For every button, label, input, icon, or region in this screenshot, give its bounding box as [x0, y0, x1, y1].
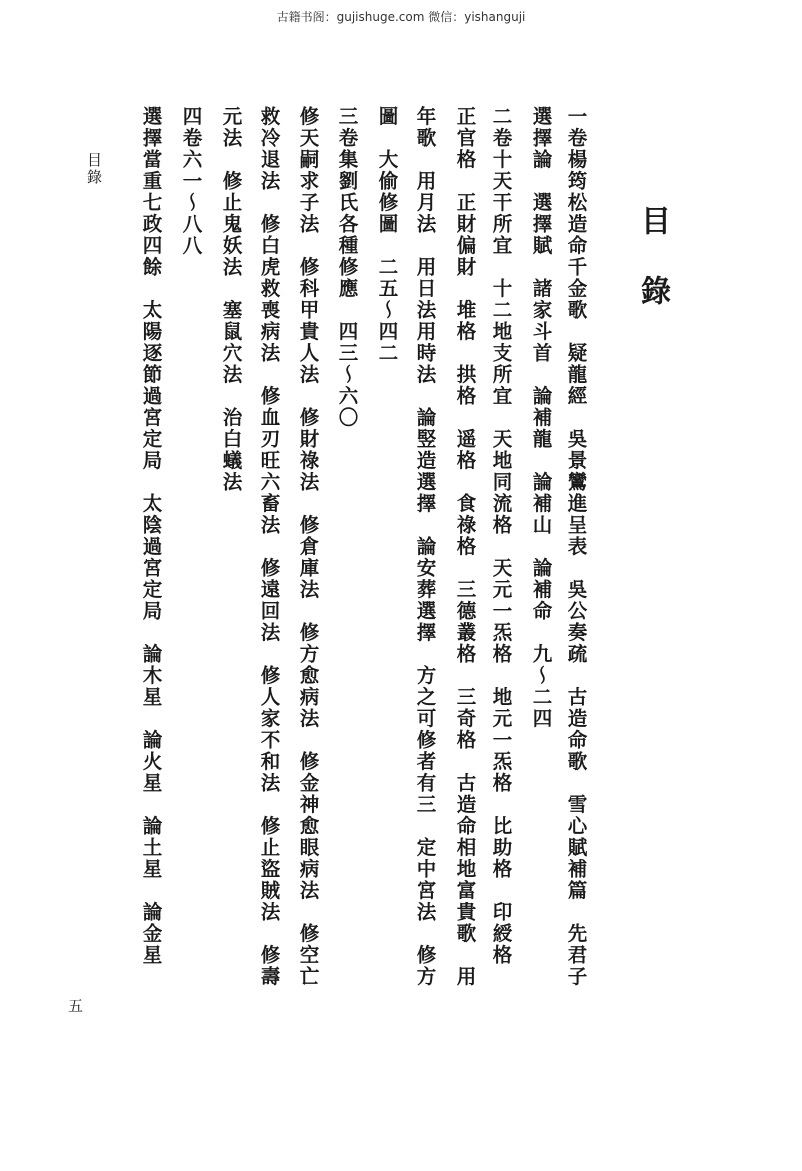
toc-text: 救冷退法 修白虎救喪病法 修血刃旺六畜法 修遠回法 修人家不和法 修止盜賊法 修壽 [257, 106, 281, 988]
toc-text: 集劉氏各種修應 四三～六〇 [335, 149, 359, 429]
volume-heading: 二卷 [489, 106, 513, 149]
volume-heading: 四卷 [179, 106, 203, 149]
volume-heading: 三卷 [335, 106, 359, 149]
toc-text: 選擇當重七政四餘 太陽逐節過宮定局 太陰過宮定局 論木星 論火星 論土星 論金星 [139, 106, 163, 966]
toc-text: 元法 修止鬼妖法 塞鼠穴法 治白蟻法 [219, 106, 243, 493]
toc-line-3 [491, 106, 511, 966]
page-title: 目錄 [635, 205, 670, 345]
toc-line-11 [181, 106, 201, 257]
toc-line-7 [337, 106, 357, 429]
toc-text: 六一～八八 [179, 149, 203, 257]
toc-text: 年歌 用月法 用日法用時法 論竪造選擇 論安葬選擇 方之可修者有三 定中宮法 修方 [413, 106, 437, 988]
toc-text: 圖 大偷修圖 二五～四二 [375, 106, 399, 364]
toc-line-9 [259, 106, 279, 988]
volume-heading: 一卷 [564, 106, 588, 149]
toc-line-2 [531, 106, 551, 730]
toc-text: 正官格 正財偏財 堆格 拱格 遥格 食祿格 三德叢格 三奇格 古造命相地富貴歌 用 [453, 106, 477, 988]
page-number: 五 [68, 997, 84, 1015]
toc-text: 十天干所宜 十二地支所宜 天地同流格 天元一炁格 地元一炁格 比助格 印綬格 [489, 149, 513, 966]
margin-label: 目錄 [85, 152, 103, 186]
toc-line-8 [298, 106, 318, 988]
toc-line-5 [415, 106, 435, 988]
watermark-text: 古籍书阁：gujishuge.com 微信：yishanguji [276, 10, 526, 24]
toc-text: 修天嗣求子法 修科甲貴人法 修財祿法 修倉庫法 修方愈病法 修金神愈眼病法 修空亡 [296, 106, 320, 988]
toc-text: 選擇論 選擇賦 諸家斗首 論補龍 論補山 論補命 九～二四 [529, 106, 553, 730]
toc-line-4 [455, 106, 475, 988]
toc-line-1 [566, 106, 586, 988]
toc-text: 楊筠松造命千金歌 疑龍經 吳景鸞進呈表 吳公奏疏 古造命歌 雪心賦補篇 先君子 [564, 149, 588, 988]
toc-line-10 [221, 106, 241, 493]
toc-line-6 [377, 106, 397, 364]
toc-line-12 [141, 106, 161, 966]
